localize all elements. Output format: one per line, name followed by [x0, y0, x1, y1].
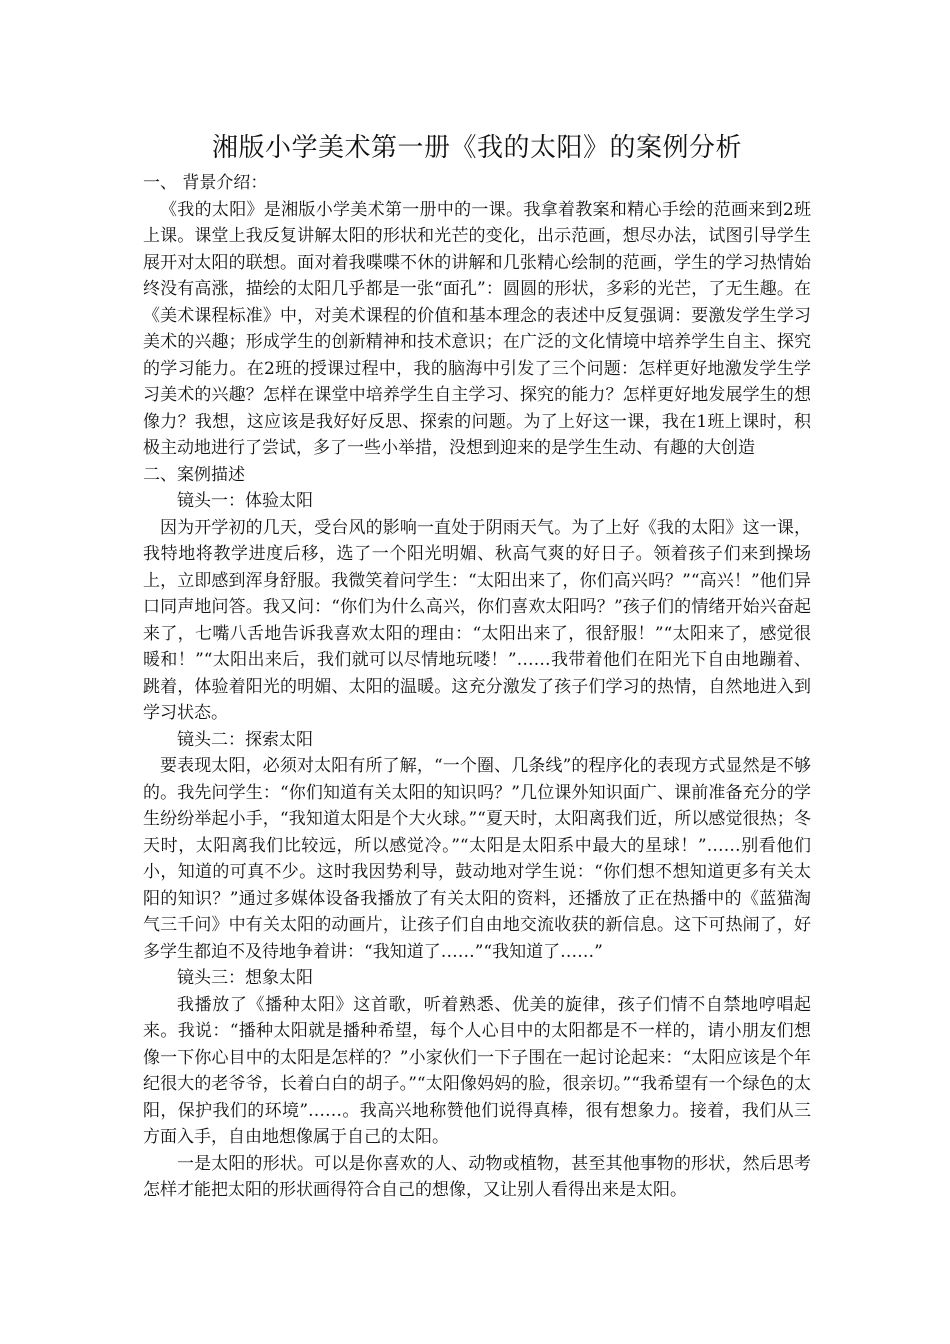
shot2-heading: 镜头二：探索太阳 — [177, 729, 313, 750]
shot3-paragraph: 我播放了《播种太阳》这首歌，听着熟悉、优美的旋律，孩子们情不自禁地哼唱起来。我说：“播种太阳就是播种希望，每个人心目中的太阳都是不一样的，请小朋友们想像一下你心目中的太阳是怎样的？”小家伙们一下子围在一起讨论起来：“太阳应该是个年纪很大的老爷爷，长着白白的胡子。”“太阳像妈妈的脸，很亲切。”“我希望有一个绿色的太阳，保护我们的环境”……。我高兴地称赞他们说得真棒，很有想象力。接着，我们从三方面入手，自由地想像属于自己的太阳。 — [143, 994, 811, 1147]
shot1-heading: 镜头一：体验太阳 — [177, 491, 313, 511]
document-page — [143, 128, 811, 1204]
section-heading-case: 二、案例描述 — [143, 464, 245, 485]
background-paragraph: 《我的太阳》是湘版小学美术第一册中的一课。我拿着教案和精心手绘的范画来到2班上课。课堂上我反复讲解太阳的形状和光芒的变化，出示范画，想尽办法，试图引导学生展开对太阳的联想。面对着我喋喋不休的讲解和几张精心绘制的范画，学生的学习热情始终没有高涨，描绘的太阳几乎都是一张“面孔”：圆圆的形状，多彩的光芒，了无生趣。在《美术课程标准》中，对美术课程的价值和基本理念的表述中反复强调：要激发学生学习美术的兴趣；形成学生的创新精神和技术意识；在广泛的文化情境中培养学生自主、探究的学习能力。在2班的授课过程中，我的脑海中引发了三个问题：怎样更好地激发学生学习美术的兴趣？怎样在课堂中培养学生自主学习、探究的能力？怎样更好地发展学生的想像力？我想，这应该是我好好反思、探索的问题。为了上好这一课，我在1班上课时，积极主动地进行了尝试，多了一些小举措，没想到迎来的是学生生动、有趣的大创造 — [143, 199, 811, 458]
shot1-paragraph: 因为开学初的几天，受台风的影响一直处于阴雨天气。为了上好《我的太阳》这一课，我特地将教学进度后移，选了一个阳光明媚、秋高气爽的好日子。领着孩子们来到操场上，立即感到浑身舒服。我微笑着问学生：“太阳出来了，你们高兴吗？”“高兴！”他们异口同声地问答。我又问：“你们为什么高兴，你们喜欢太阳吗？”孩子们的情绪开始兴奋起来了，七嘴八舌地告诉我喜欢太阳的理由：“太阳出来了，很舒服！”“太阳来了，感觉很暖和！”“太阳出来后，我们就可以尽情地玩喽！”……我带着他们在阳光下自由地蹦着、跳着，体验着阳光的明媚、太阳的温暖。这充分激发了孩子们学习的热情，自然地进入到学习状态。 — [143, 517, 811, 723]
document-title: 湘版小学美术第一册《我的太阳》的案例分析 — [211, 133, 742, 163]
section-heading-background: 一、 背景介绍： — [143, 173, 268, 193]
shot3-point-shape: 一是太阳的形状。可以是你喜欢的人、动物或植物，甚至其他事物的形状，然后思考怎样才能把太阳的形状画得符合自己的想像，又让别人看得出来是太阳。 — [143, 1153, 811, 1200]
shot2-paragraph: 要表现太阳，必须对太阳有所了解，“一个圈、几条线”的程序化的表现方式显然是不够的。我先问学生：“你们知道有关太阳的知识吗？”几位课外知识面广、课前准备充分的学生纷纷举起小手，“我知道太阳是个大火球。”“夏天时，太阳离我们近，所以感觉很热；冬天时，太阳离我们比较远，所以感觉冷。”“太阳是太阳系中最大的星球！”……别看他们小，知道的可真不少。这时我因势利导，鼓动地对学生说：“你们想不想知道更多有关太阳的知识？”通过多媒体设备我播放了有关太阳的资料，还播放了正在热播中的《蓝猫淘气三千问》中有关太阳的动画片，让孩子们自由地交流收获的新信息。这下可热闹了，好多学生都迫不及待地争着讲：“我知道了……”“我知道了……” — [143, 756, 811, 962]
shot3-heading: 镜头三：想象太阳 — [177, 968, 313, 988]
